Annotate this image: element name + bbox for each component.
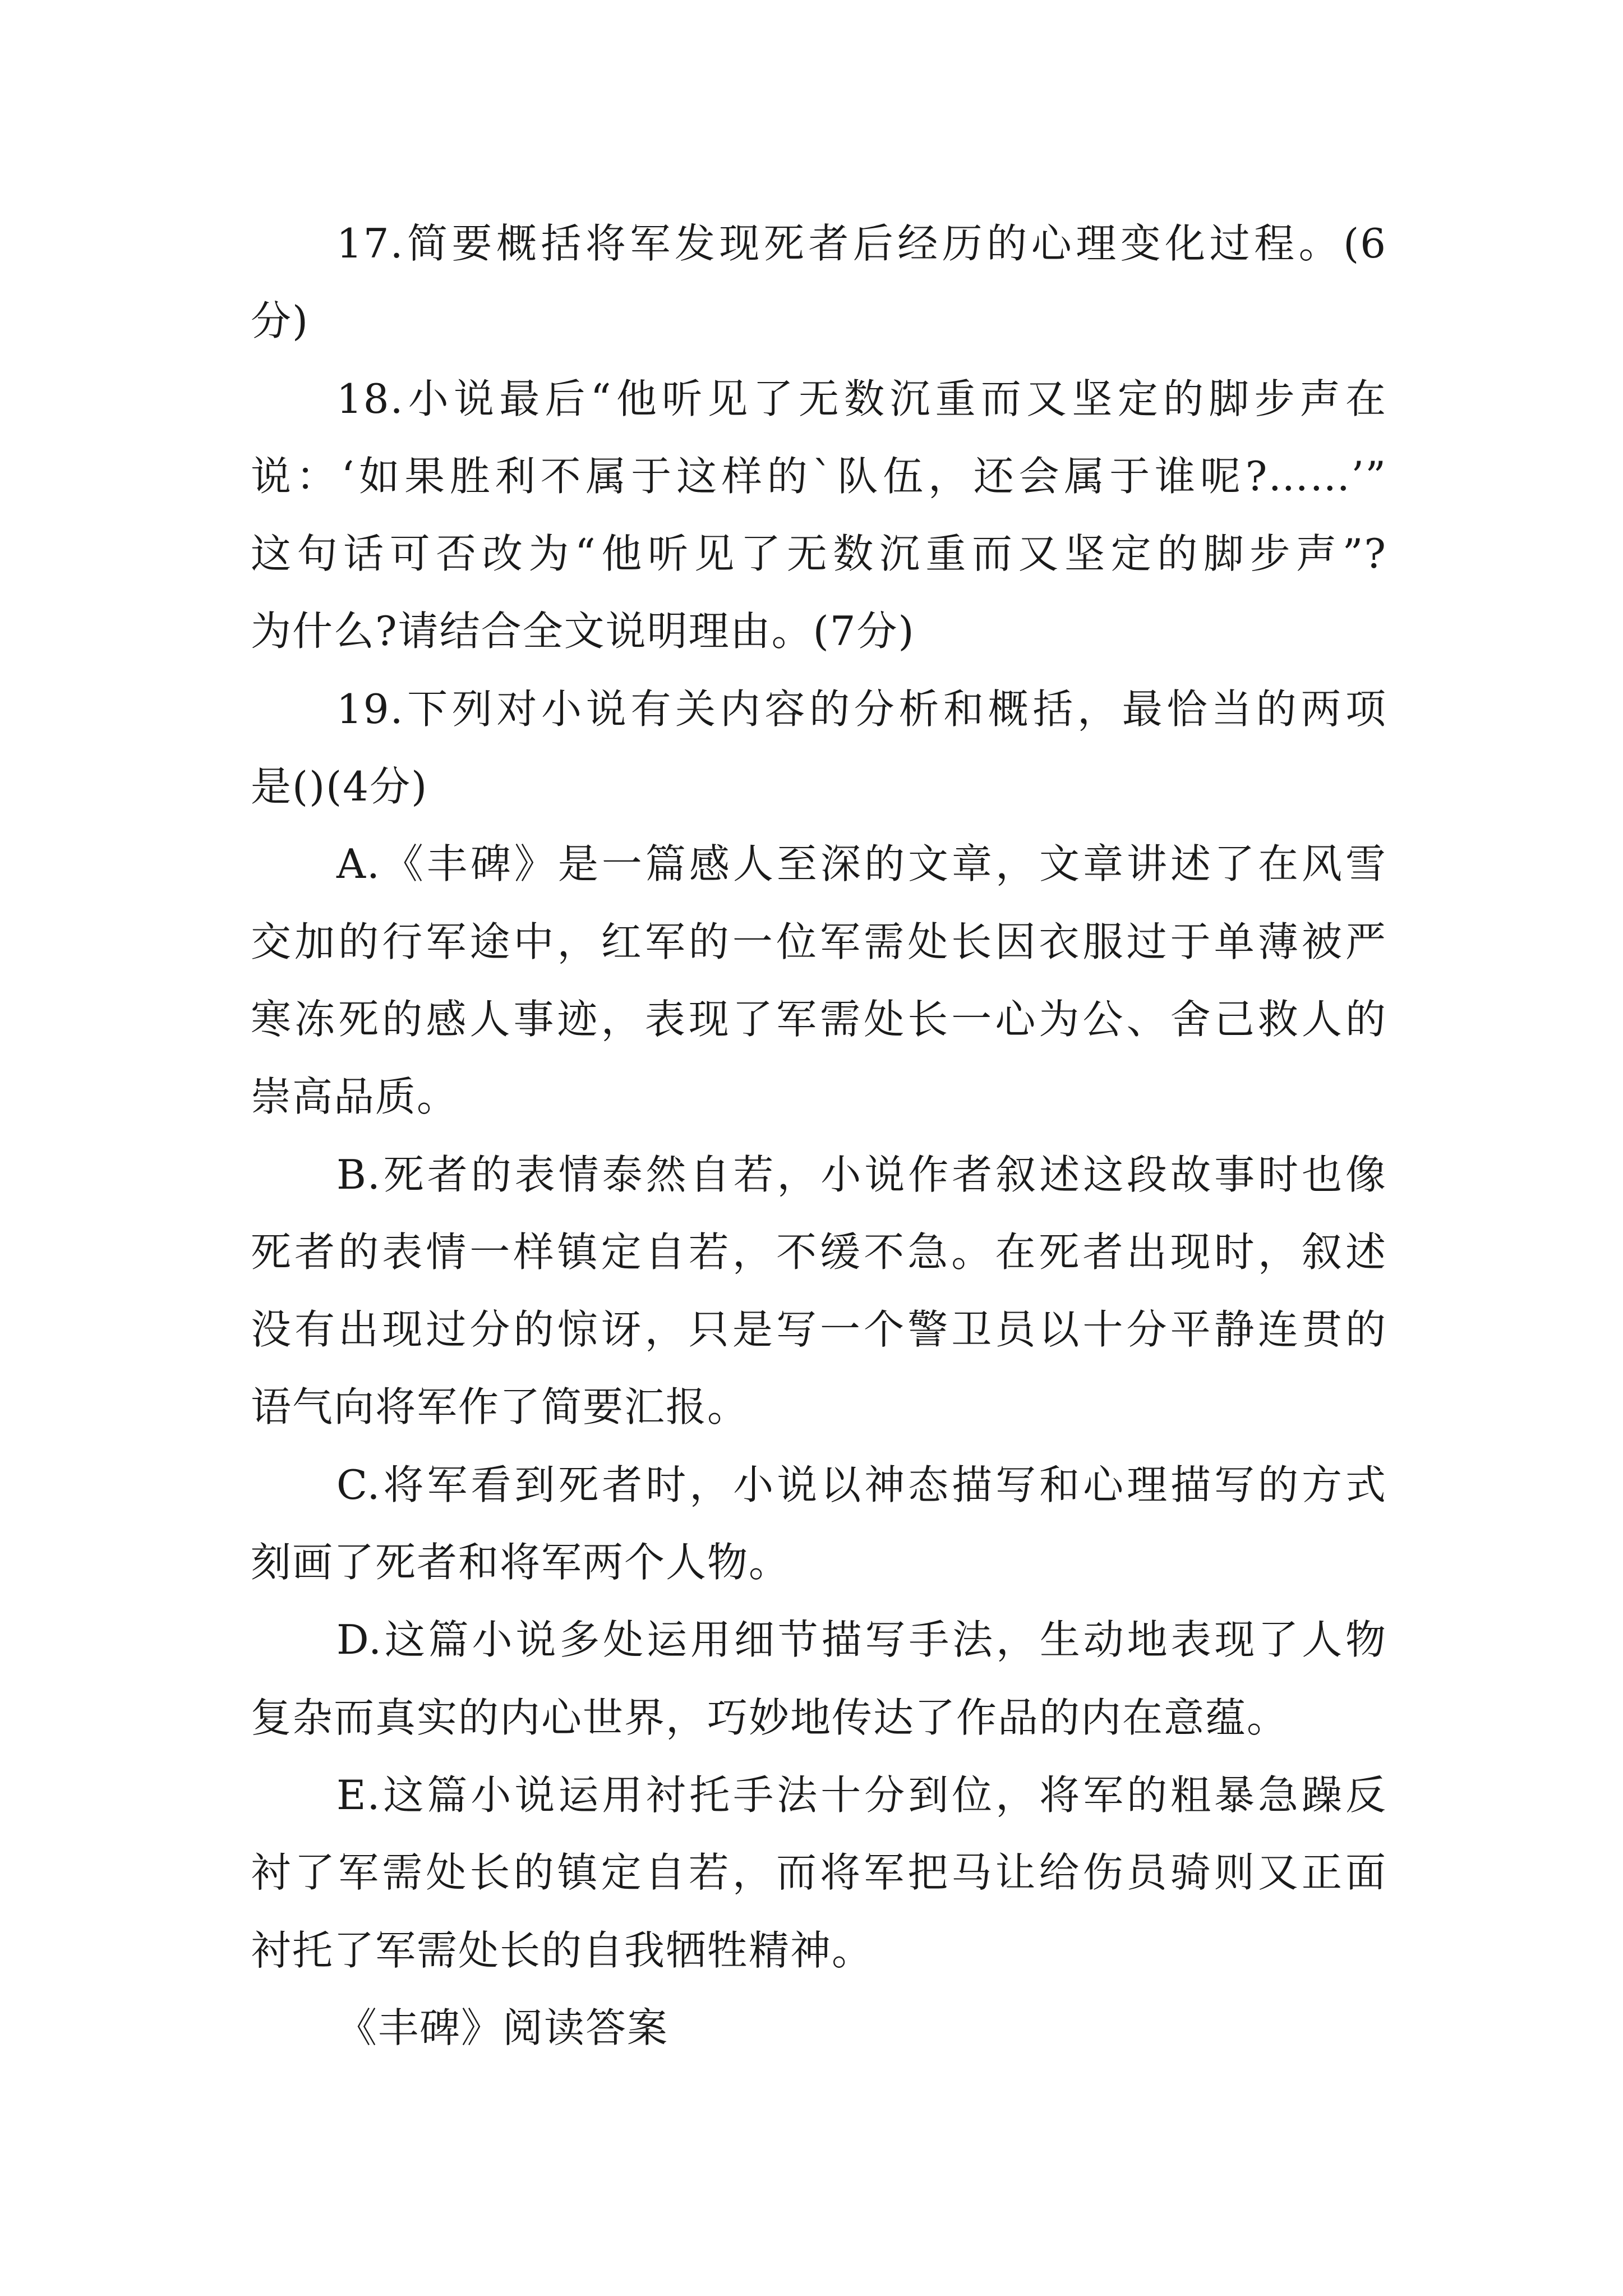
option-a: [251, 825, 1387, 1135]
option-c-line-2: 刻画了死者和将军两个人物。: [251, 1539, 791, 1586]
answer-heading: [251, 1989, 1387, 2067]
option-a-line-4: 崇高品质。: [251, 1073, 459, 1121]
option-b-line-1: B.死者的表情泰然自若，小说作者叙述这段故事时也像: [336, 1151, 1387, 1198]
option-b-line-3: 没有出现过分的惊讶，只是写一个警卫员以十分平静连贯的: [251, 1306, 1387, 1354]
document-body: [251, 205, 1387, 2067]
option-c-line-1: C.将军看到死者时，小说以神态描写和心理描写的方式: [336, 1461, 1387, 1508]
answer-heading-text: 《丰碑》阅读答案: [336, 2004, 669, 2051]
question-19-line-1: 19.下列对小说有关内容的分析和概括，最恰当的两项: [336, 685, 1387, 733]
question-18-line-3: 这句话可否改为“他听见了无数沉重而又坚定的脚步声”?: [251, 530, 1387, 578]
option-a-line-3: 寒冻死的感人事迹，表现了军需处长一心为公、舍己救人的: [251, 995, 1387, 1043]
question-17-line-2: 分): [251, 297, 310, 345]
option-a-line-1: A.《丰碑》是一篇感人至深的文章，文章讲述了在风雪: [336, 840, 1387, 888]
option-b-line-2: 死者的表情一样镇定自若，不缓不急。在死者出现时，叙述: [251, 1228, 1387, 1276]
option-e-line-3: 衬托了军需处长的自我牺牲精神。: [251, 1926, 874, 1974]
option-a-line-2: 交加的行军途中，红军的一位军需处长因衣服过于单薄被严: [251, 918, 1387, 965]
question-18-line-2: 说：‘如果胜利不属于这样的`队伍，还会属于谁呢?……’”: [251, 452, 1387, 500]
question-18: [251, 360, 1387, 670]
option-b-line-4: 语气向将军作了简要汇报。: [251, 1383, 749, 1431]
question-17-line-1: 17.简要概括将军发现死者后经历的心理变化过程。(6: [336, 220, 1387, 267]
question-18-line-4: 为什么?请结合全文说明理由。(7分): [251, 608, 915, 655]
option-d-line-1: D.这篇小说多处运用细节描写手法，生动地表现了人物: [336, 1616, 1387, 1664]
option-d: [251, 1601, 1387, 1756]
option-b: [251, 1136, 1387, 1446]
option-d-line-2: 复杂而真实的内心世界，巧妙地传达了作品的内在意蕴。: [251, 1694, 1289, 1741]
option-e-line-1: E.这篇小说运用衬托手法十分到位，将军的粗暴急躁反: [336, 1771, 1387, 1819]
option-e-line-2: 衬了军需处长的镇定自若，而将军把马让给伤员骑则又正面: [251, 1849, 1387, 1897]
question-17: [251, 205, 1387, 360]
question-19: [251, 670, 1387, 826]
option-e: [251, 1756, 1387, 1989]
question-18-line-1: 18.小说最后“他听见了无数沉重而又坚定的脚步声在: [336, 375, 1387, 422]
option-c: [251, 1446, 1387, 1602]
question-19-line-2: 是()(4分): [251, 763, 428, 811]
